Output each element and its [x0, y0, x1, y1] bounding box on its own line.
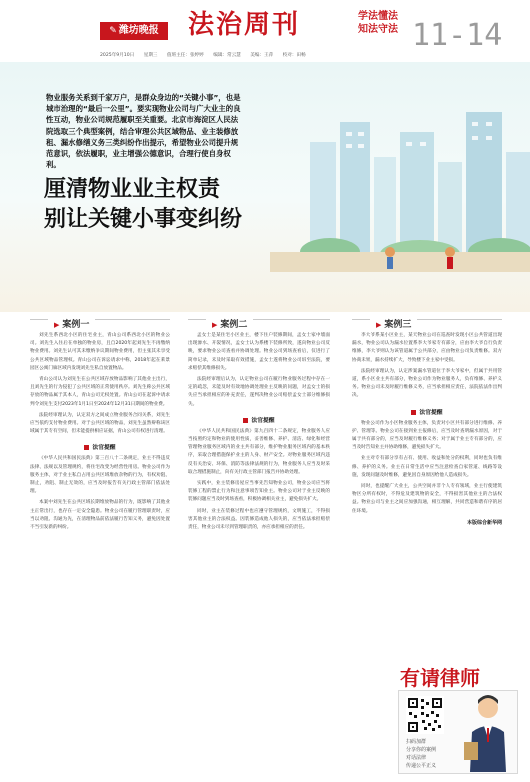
proofreader: 校对：田畅 — [282, 53, 306, 58]
logo-text: 潍坊晚报 — [118, 25, 159, 36]
judge-tip-paragraph: 同时，业主在装修过程中也应遵守管理规约，文明施工，不得损害其他业主的合法权益。因装修造成他人损失的，应当依法承担赔偿责任，物业公司未尽到管理职责的，亦应承担相应的责任。 — [188, 508, 330, 531]
square-bullet-icon — [84, 445, 89, 450]
case-tag-label: 案例三 — [384, 320, 412, 330]
judge-tip-paragraph: 《中华人民共和国民法典》第九百四十二条规定，物业服务人应当按照约定和物业的使用性质，妥善维修、养护、清洁、绿化和经营管理物业服务区域内的业主共有部分，维护物业服务区域内的基本秩序，采取合理措施保护业主的人身、财产安全。对物业服务区域内违反有关治安、环保、消防等法律法规的行为，物业服务人应当及时采取合理措施制止，向有关行政主管部门报告并协助处理。 — [188, 428, 330, 475]
arrow-icon: ▶ — [376, 321, 382, 329]
square-bullet-icon — [411, 410, 416, 415]
case-header — [188, 312, 330, 330]
edition-weekday: 星期三 — [143, 53, 158, 58]
case-tag-label: 案例一 — [62, 320, 90, 330]
case-paragraph: 法院经审理后认为，认定物业公司在履行物业服务过程中存在一定的疏忽，未能及时有效地协调处理业主反映的问题，对孟女士的损失应当承担相应的补充责任，遂判决物业公司赔偿孟女士部分维修损失。 — [188, 377, 330, 407]
arrow-icon: ▶ — [212, 321, 218, 329]
case-paragraph: 李大爷系某小区业主，某天物业公司在巡查时发现小区公共管道出现漏水，物业公司认为漏水位置系李大爷家专有部分，应由李大爷自行负责维修，李大爷则认为该管道属于公共部分，应由物业公司负责维修。双方协商未果，漏水持续扩大，导致楼下业主家中受损。 — [352, 333, 502, 363]
case-paragraph: 青山公司认为刘先生在公共区域存放物品影响了其他业主出行，且刘先生的行为侵犯了公共区域的正常使用秩序。刘先生称公共区域存放的物品属于其本人，青山公司无权处置。青山公司在起诉中请求判令刘先生支付2023年1月1日至2024年12月31日期间的物业费。 — [30, 377, 170, 407]
qr-caption-line: 传递公平正义 — [406, 763, 437, 769]
slogan-line-2: 知法守法 — [358, 24, 398, 35]
arrow-icon: ▶ — [54, 321, 60, 329]
lawyer-figure-icon — [458, 692, 514, 772]
edition-info — [100, 52, 520, 58]
case-tag — [48, 318, 95, 332]
headline-line-2: 别让关键小事变纠纷 — [44, 206, 243, 232]
duty-director: 值班主任：张婷婷 — [166, 53, 204, 58]
lawyer-promo — [374, 656, 526, 778]
hero-banner — [0, 62, 530, 312]
art-editor: 美编：王萍 — [250, 53, 274, 58]
editor: 编辑：常云慧 — [213, 53, 241, 58]
case-paragraph: 法院经审理认为，认定双方之间成立物业服务合同关系，刘先生应当依约支付物业费用。对于公共区域的物品，刘先生虽然辩称该区域属于其专有空间，但未能提供相应证据，青山公司有权进行清理。 — [30, 412, 170, 435]
city-illustration — [270, 102, 530, 272]
case-paragraph: 孟女士是某住宅小区业主，楼下住户装修期间，孟女士家中墙面出现渗水、开裂情况，孟女士认为系楼下装修所致，遂向物业公司反映，要求物业公司查看并协调处理。物业公司到场查看后，仅进行了简单记录，未及时采取有效措施，孟女士遂将物业公司诉至法院，要求赔偿其维修损失。 — [188, 333, 330, 371]
case-tag — [370, 318, 417, 332]
slogan-line-1: 学法懂法 — [358, 11, 398, 22]
qr-caption-line: 对话法律 — [406, 755, 427, 761]
judge-tip-paragraph: 同时，也提醒广大业主，公共空间并非个人专有领域，业主行使建筑物区分所有权时，不得危及建筑物的安全，不得损害其他业主的合法权益。物业公司与业主之间应加强沟通，相互理解，共同营造和谐有序的居住环境。 — [352, 484, 502, 514]
newspaper-logo — [100, 22, 168, 40]
qr-caption-line: 扫码加群 — [406, 739, 427, 745]
case-header — [352, 312, 502, 330]
headline — [44, 174, 242, 234]
case-header — [30, 312, 170, 330]
judge-tip-paragraph: 《中华人民共和国民法典》第三百八十二条规定，业主不得违反法律、法规以及管理规约，将住宅改变为经营性用房。物业公司作为服务主体，对于业主私自占用公共区域堆放杂物的行为，有权劝阻、制止，劝阻、制止无效的，应当及时报告有关行政主管部门依法处理。 — [30, 456, 170, 495]
qr-code-icon[interactable] — [406, 696, 444, 734]
lead-paragraph: 物业服务关系到千家万户，是群众身边的“关键小事”，也是城市治理的“最后一公里”。要实现物业公司与广大业主的良性互动，物业公司规范履职至关重要。北京市海淀区人民法院选取三个典型案例，结合审理公共区域物品、业主装修放租、漏水修缮义务三类纠纷作出提示，希望物业公司提升规范意识，依法履职，业主增强公德意识，合理行使自身权利。 — [46, 93, 241, 170]
case-paragraph: 刘先生系西北小区的住宅业主，青山公司系西北小区的物业公司。刘先生入住后在单独的物业房，且自2020年起刘先生不再缴纳物业费用。刘先生认可其未缴纳争议期间物业费用，但主张其未享受公共区域物品管理权。青山公司在诉讼请求中称，2018年起在莱景园区公寓门廊区域内发现刘先生私自放置物品。 — [30, 333, 170, 371]
page-range: 11-14 — [412, 18, 503, 53]
edition-date: 2025年9月10日 — [100, 53, 135, 58]
qr-caption — [406, 738, 436, 770]
case-column-2 — [188, 312, 330, 782]
headline-line-1: 厘清物业业主权责 — [44, 176, 221, 202]
masthead — [0, 0, 530, 62]
qr-caption-line: 分享你的案例 — [406, 747, 437, 753]
judge-tip-label: 法官提醒 — [92, 445, 116, 452]
newspaper-icon: ✎ — [109, 26, 117, 36]
judge-tip-heading — [352, 407, 502, 416]
lawyer-promo-title: 有请律师 — [400, 666, 480, 690]
slogan — [358, 10, 398, 36]
judge-tip-label: 法官提醒 — [251, 417, 275, 424]
judge-tip-paragraph: 物业公司作为小区物业服务主体，负责对小区共有部分进行维修、养护、管理等。物业公司在接到业主报修后，应当及时查明漏水原因，对于属于共有部分的，应当及时履行维修义务；对于属于业主专有部分的，应当及时告知业主并协助维修，避免损失扩大。 — [352, 420, 502, 451]
judge-tip-paragraph: 实践中，业主装修房屋应当事先告知物业公司，物业公司应当将装修工程的禁止行为和注意事项告知业主。物业公司对于业主反映的装修问题应当及时到场查看，积极协调相关业主，避免损失扩大。 — [188, 481, 330, 503]
judge-tip-heading — [188, 415, 330, 424]
judge-tip-paragraph: 业主对专有部分享有占有、使用、收益和处分的权利，同时也负有维修、养护的义务。业主在日常生活中应当注意检查自家管道、线路等设施，发现问题及时维修，避免因自身原因给他人造成损失。 — [352, 456, 502, 478]
judge-tip-label: 法官提醒 — [419, 409, 443, 416]
section-title: 法治周刊 — [188, 10, 301, 40]
judge-tip-paragraph: 本案中刘先生在公共区域长期堆放物品的行为，既影响了其他业主正常出行，也存在一定安全隐患。物业公司在履行管理职责时，应当以劝阻、沟通为先，在清理物品前依法履行告知义务，避免因处置不当引发新的纠纷。 — [30, 500, 170, 531]
source-credit: 本版综合新华网 — [466, 519, 502, 526]
case-column-1 — [30, 312, 170, 782]
case-tag — [206, 318, 253, 332]
case-tag-label: 案例二 — [220, 320, 248, 330]
case-paragraph: 法院经审理认为，认定涉案漏水管道位于李大爷家中，但属于共用管道，系小区业主共有部分，物业公司作为物业服务人，负有维修、养护义务。物业公司未及时履行维修义务，应当承担相应责任，法院依法作出判决。 — [352, 368, 502, 399]
square-bullet-icon — [243, 418, 248, 423]
judge-tip-heading — [30, 442, 170, 451]
